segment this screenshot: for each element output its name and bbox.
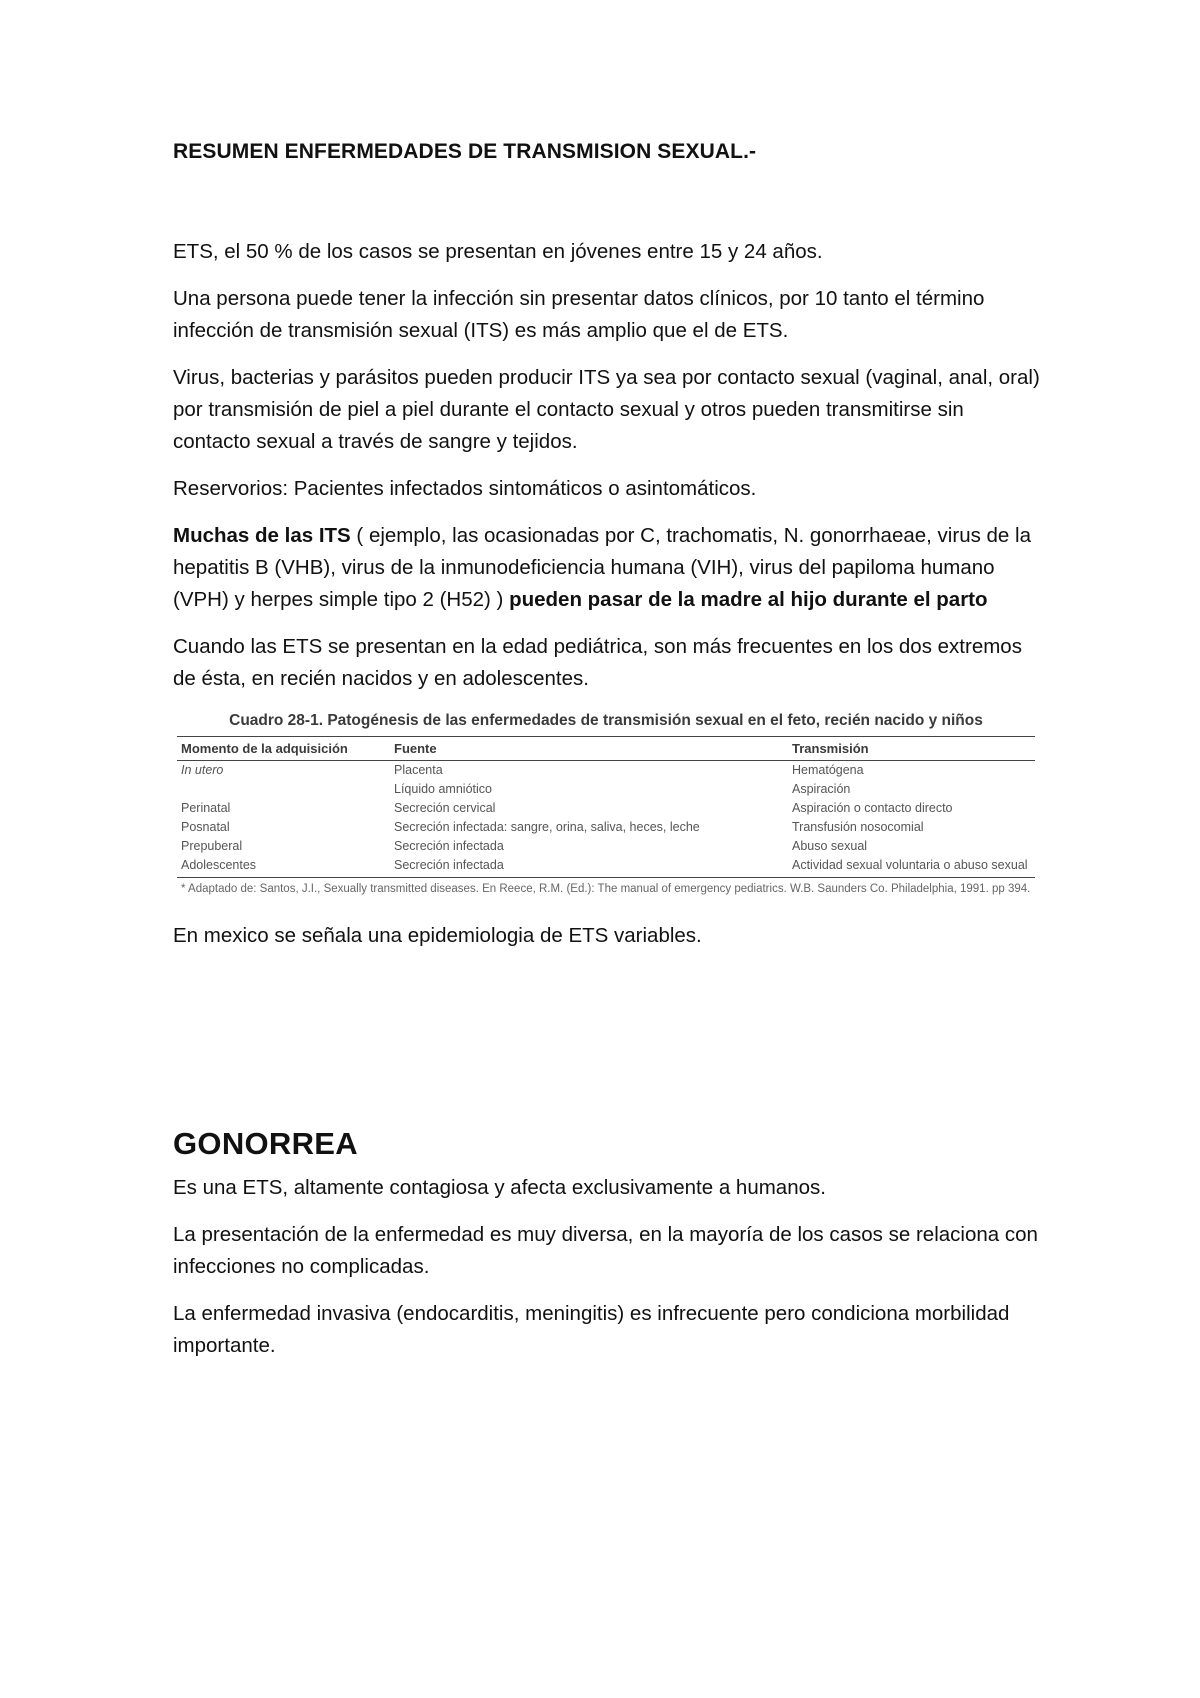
- pathogenesis-table: [177, 736, 1035, 878]
- table-cell: Secreción cervical: [394, 801, 496, 815]
- table-header-row: [177, 737, 1035, 761]
- table-cell: Transfusión nosocomial: [792, 820, 924, 834]
- paragraph-text-middle: ( ejemplo, las ocasionadas por C, trachomatis, N. gonorrhaeae, virus de la hepatitis B (VHB), virus de la inmunodeficiencia humana (VIH), virus del papiloma humano (VPH) y herpes simple tipo 2 (H52) ): [173, 524, 1031, 611]
- section-heading: GONORREA: [173, 1126, 358, 1161]
- table-cell: Aspiración o contacto directo: [792, 801, 953, 815]
- figure-footnote: * Adaptado de: Santos, J.I., Sexually transmitted diseases. En Reece, R.M. (Ed.): The manual of emergency pediatrics. W.B. Saunders Co. Philadelphia, 1991. pp 394.: [181, 883, 1031, 895]
- table-figure: [177, 711, 1035, 898]
- bold-text-end: pueden pasar de la madre al hijo durante el parto: [509, 588, 988, 611]
- table-row: [177, 761, 1035, 781]
- column-header: Transmisión: [788, 737, 1035, 761]
- paragraph-reservoirs: Reservorios: Pacientes infectados sintomáticos o asintomáticos.: [173, 477, 757, 500]
- paragraph-mexico-epidemiology: En mexico se señala una epidemiologia de ETS variables.: [173, 924, 702, 947]
- bold-text-start: Muchas de las ITS: [173, 524, 351, 547]
- paragraph-gonorrea-invasive: La enfermedad invasiva (endocarditis, meningitis) es infrecuente pero condiciona morbilidad importante.: [173, 1302, 1010, 1357]
- document-content: [173, 140, 1043, 1377]
- table-cell: Perinatal: [181, 801, 231, 815]
- table-cell: Actividad sexual voluntaria o abuso sexual: [788, 856, 1035, 878]
- table-row: [177, 780, 1035, 799]
- table-cell: Aspiración: [792, 782, 851, 796]
- table-cell: Prepuberal: [181, 839, 243, 853]
- table-cell: Secreción infectada: [394, 839, 504, 853]
- paragraph-transmission: Virus, bacterias y parásitos pueden producir ITS ya sea por contacto sexual (vaginal, anal, oral) por transmisión de piel a piel durante el contacto sexual y otros pueden transmitirse sin contacto sexual a través de sangre y tejidos.: [173, 366, 1040, 453]
- paragraph-vertical-transmission: [173, 520, 1043, 616]
- paragraph-gonorrea-presentation: La presentación de la enfermedad es muy diversa, en la mayoría de los casos se relaciona con infecciones no complicadas.: [173, 1223, 1038, 1278]
- table-cell: Posnatal: [181, 820, 230, 834]
- paragraph-pediatric: Cuando las ETS se presentan en la edad pediátrica, son más frecuentes en los dos extremos de ésta, en recién nacidos y en adolescentes.: [173, 635, 1022, 690]
- figure-caption: Cuadro 28-1. Patogénesis de las enfermedades de transmisión sexual en el feto, recién nacido y niños: [229, 712, 983, 729]
- paragraph-ets-stats: ETS, el 50 % de los casos se presentan en jóvenes entre 15 y 24 años.: [173, 240, 823, 263]
- column-header: Momento de la adquisición: [177, 737, 390, 761]
- document-title: RESUMEN ENFERMEDADES DE TRANSMISION SEXUAL.-: [173, 140, 757, 163]
- table-cell: Abuso sexual: [792, 839, 868, 853]
- table-cell: Adolescentes: [177, 856, 390, 878]
- table-cell: Hematógena: [792, 763, 864, 777]
- paragraph-its-definition: Una persona puede tener la infección sin presentar datos clínicos, por 10 tanto el término infección de transmisión sexual (ITS) es más amplio que el de ETS.: [173, 287, 985, 342]
- table-cell: [177, 780, 390, 799]
- table-cell: Líquido amniótico: [394, 782, 492, 796]
- column-header: Fuente: [390, 737, 788, 761]
- paragraph-gonorrea-definition: Es una ETS, altamente contagiosa y afecta exclusivamente a humanos.: [173, 1176, 826, 1199]
- table-row: [177, 799, 1035, 818]
- table-row: [177, 856, 1035, 878]
- table-cell: Secreción infectada: sangre, orina, saliva, heces, leche: [394, 820, 700, 834]
- table-cell: In utero: [181, 763, 224, 777]
- table-row: [177, 837, 1035, 856]
- table-cell: Secreción infectada: [390, 856, 788, 878]
- table-cell: Placenta: [394, 763, 443, 777]
- table-row: [177, 818, 1035, 837]
